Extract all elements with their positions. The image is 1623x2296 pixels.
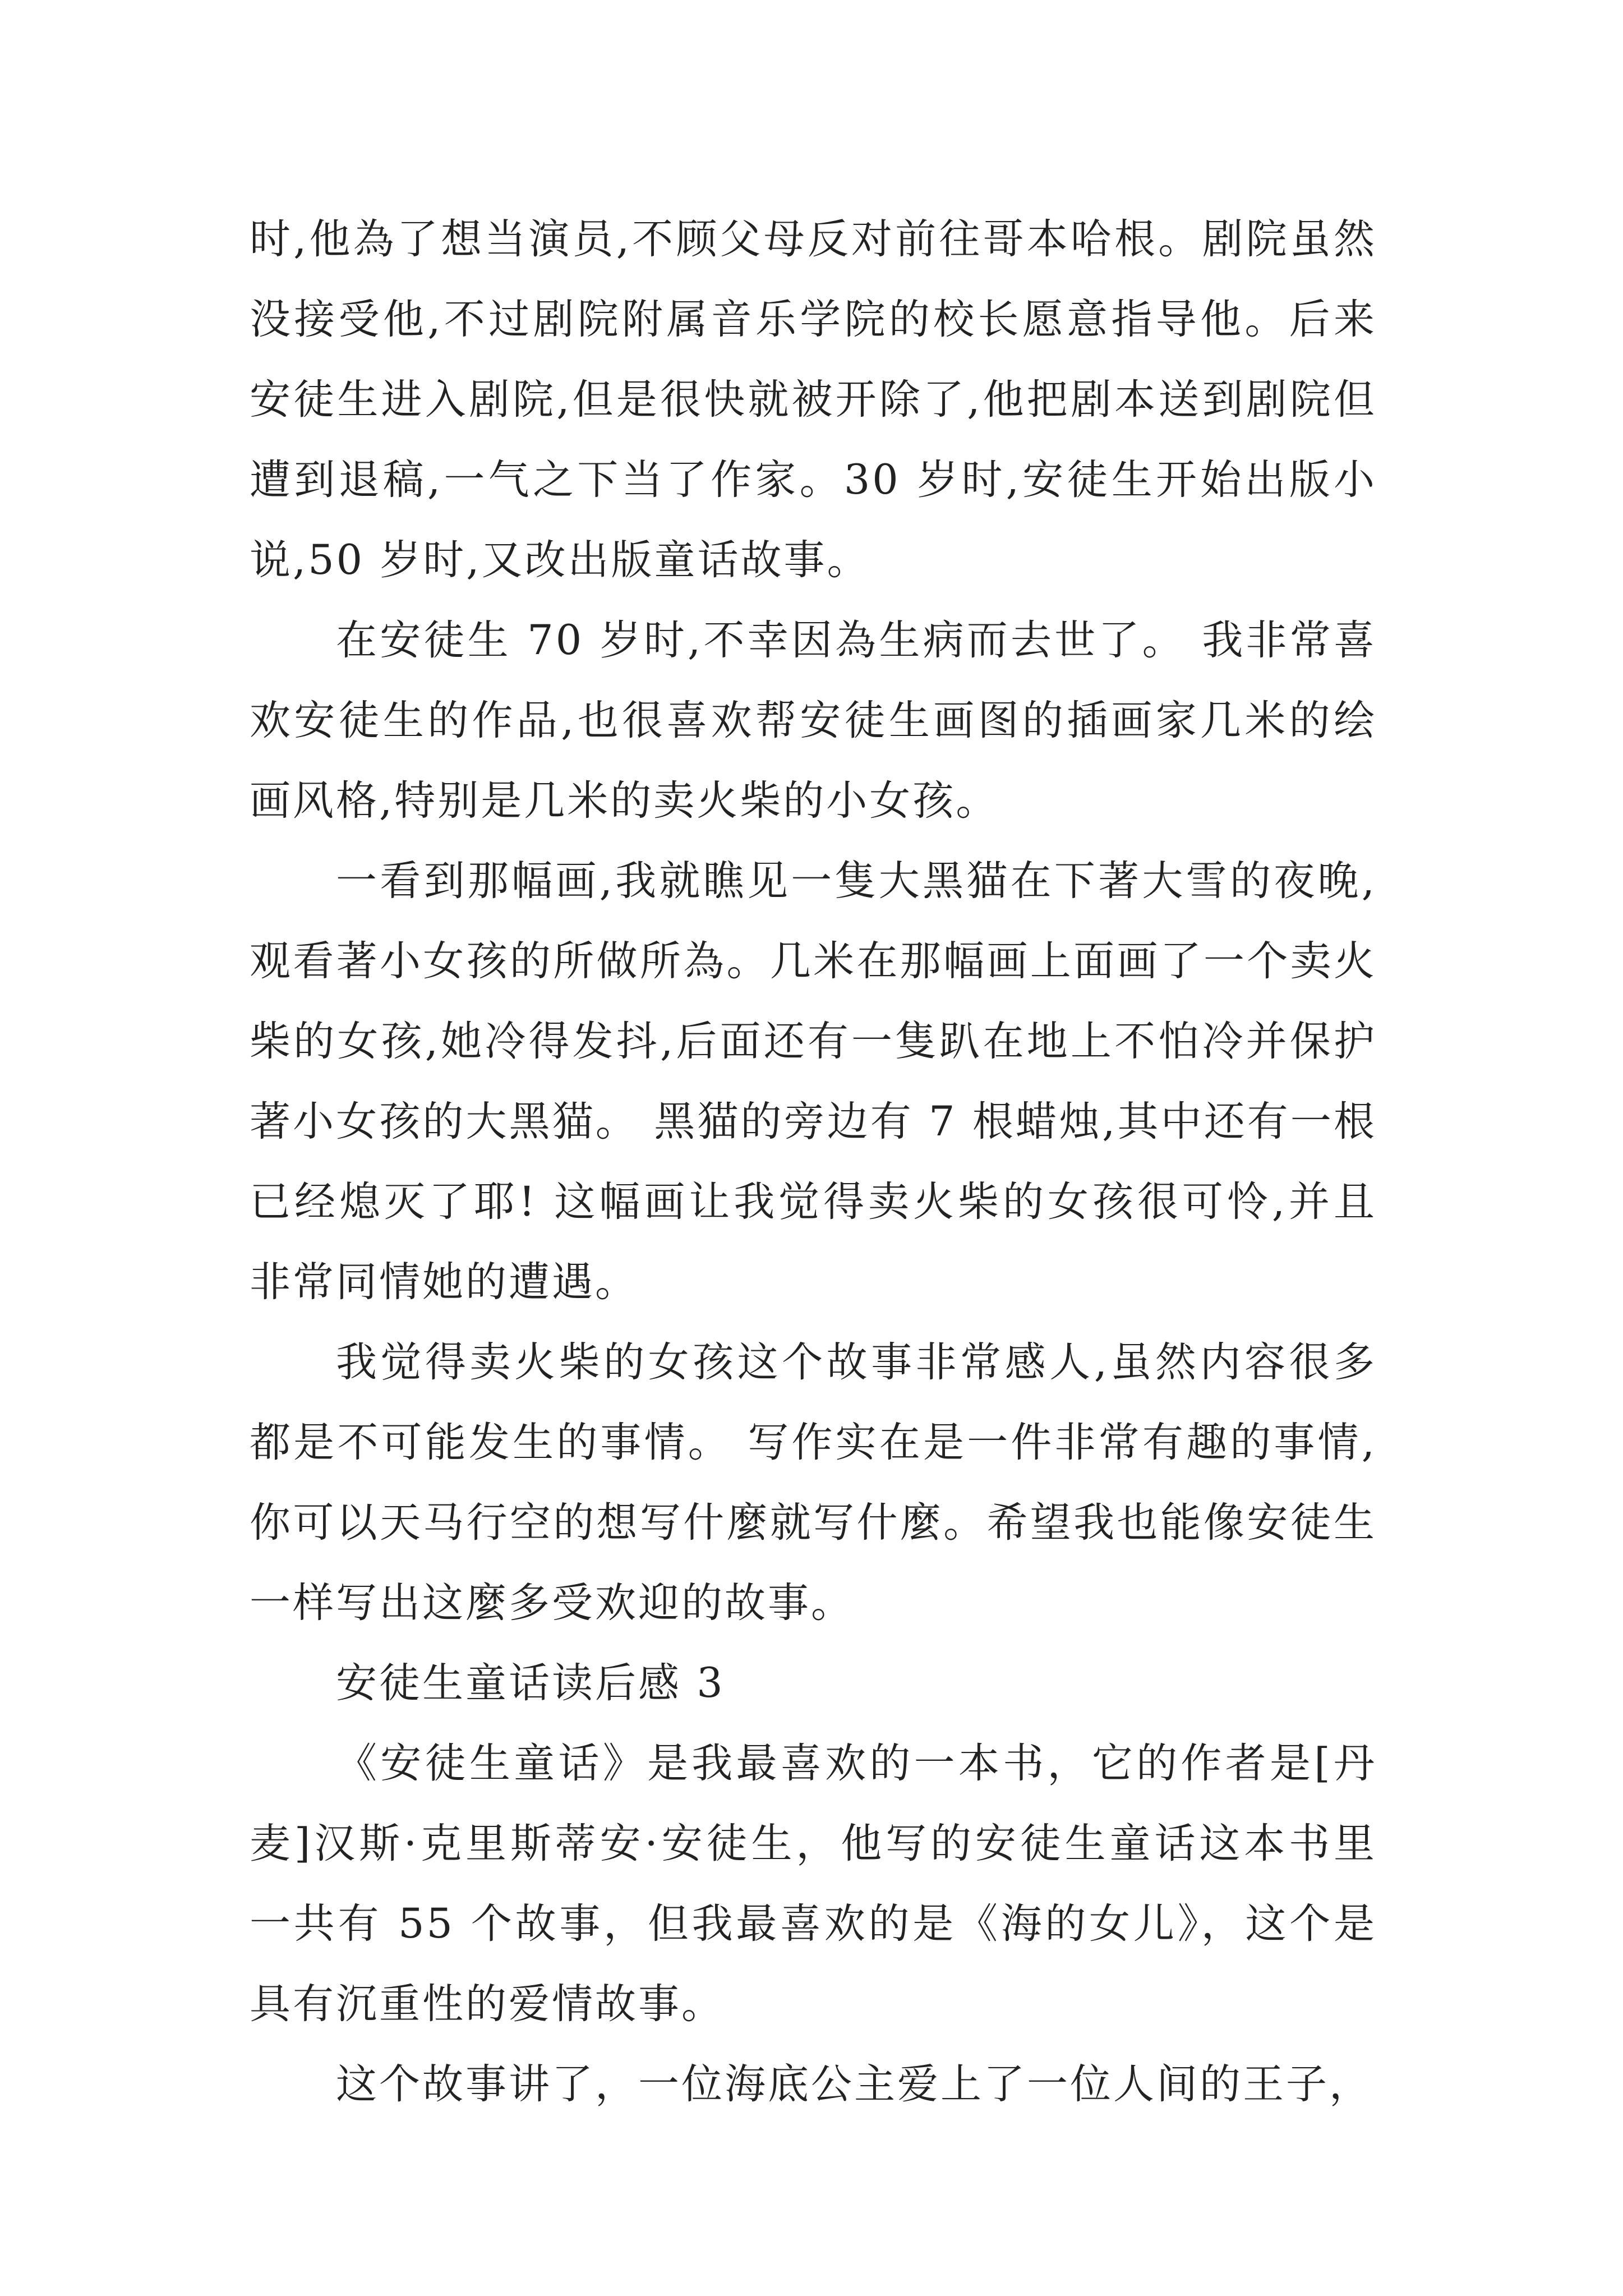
paragraph-jimmy-painting: 一看到那幅画,我就瞧见一隻大黑猫在下著大雪的夜晚,观看著小女孩的所做所為。几米在那幅画上面画了一个卖火柴的女孩,她冷得发抖,后面还有一隻趴在地上不怕冷并保护著小女孩的大黑猫。 黑猫的旁边有 7 根蜡烛,其中还有一根已经熄灭了耶! 这幅画让我觉得卖火柴的女孩很可怜,并且非常同情她的遭遇。: [250, 857, 1377, 1306]
document-body: [250, 199, 1377, 2124]
paragraph-andersen-early-life: 时,他為了想当演员,不顾父母反对前往哥本哈根。剧院虽然没接受他,不过剧院附属音乐学院的校长愿意指导他。后来安徒生进入剧院,但是很快就被开除了,他把剧本送到剧院但遭到退稿,一气之下当了作家。30 岁时,安徒生开始出版小说,50 岁时,又改出版童话故事。: [250, 215, 1377, 584]
paragraph-book-intro: 《安徒生童话》是我最喜欢的一本书，它的作者是[丹麦]汉斯·克里斯蒂安·安徒生，他写的安徒生童话这本书里一共有 55 个故事，但我最喜欢的是《海的女儿》，这个是具有沉重性的爱情故事。: [250, 1740, 1377, 2028]
paragraph-mermaid-story: 这个故事讲了，一位海底公主爱上了一位人间的王子，: [336, 2060, 1372, 2108]
paragraph-andersen-death: 在安徒生 70 岁时,不幸因為生病而去世了。 我非常喜欢安徒生的作品,也很喜欢帮安徒生画图的插画家几米的绘画风格,特别是几米的卖火柴的小女孩。: [250, 616, 1377, 825]
section-heading: 安徒生童话读后感 3: [336, 1659, 725, 1707]
paragraph-reflection: 我觉得卖火柴的女孩这个故事非常感人,虽然内容很多都是不可能发生的事情。 写作实在是一件非常有趣的事情,你可以天马行空的想写什麼就写什麼。希望我也能像安徒生一样写出这麼多受欢迎的故事。: [250, 1338, 1377, 1627]
